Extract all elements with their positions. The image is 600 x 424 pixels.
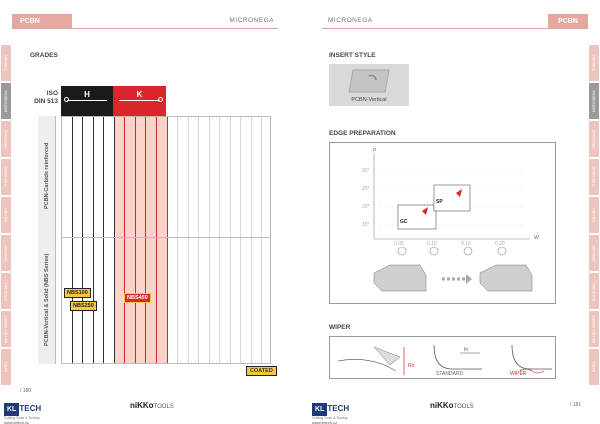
coated-legend: COATED — [246, 366, 277, 376]
side-tab[interactable]: THREADING — [1, 159, 11, 195]
nikko-suffix: TOOLS — [153, 404, 174, 410]
edge-prep-title: EDGE PREPARATION — [329, 130, 396, 137]
grid-line — [114, 117, 115, 363]
side-tab[interactable]: INDEX — [1, 349, 11, 385]
toughness-circle-icon — [64, 97, 69, 102]
row-label-vertical — [38, 236, 56, 364]
grid-line — [240, 117, 241, 363]
wiper-fn-label: fn — [464, 347, 469, 353]
side-tab[interactable]: GROOVING — [589, 121, 599, 157]
insert-style-title: INSERT STYLE — [329, 52, 376, 59]
kl-mark: KL — [312, 403, 327, 416]
wiper-wiper-label: WIPER — [510, 371, 527, 377]
grid-line — [209, 117, 210, 363]
arrow-line — [67, 100, 107, 101]
k-range-band — [114, 117, 167, 363]
grid-line — [72, 117, 73, 363]
side-tab[interactable]: SOLID MILL — [1, 273, 11, 309]
tech-mark: TECH — [327, 404, 350, 413]
edge-box-sp-label: SP — [436, 199, 443, 205]
page-number-left: / 180 — [20, 388, 32, 394]
header-tag-right: PCBN — [548, 14, 588, 29]
side-tab[interactable]: GROOVING — [1, 121, 11, 157]
wiper-title: WIPER — [329, 324, 351, 331]
nikko-logo-left — [130, 401, 174, 410]
header-left — [12, 14, 278, 29]
nikko-brand: niKKo — [130, 401, 154, 410]
grid-line — [251, 117, 252, 363]
iso-label-line2: DIN 513 — [34, 98, 58, 105]
edge-x-tick: 0.10 — [427, 241, 437, 247]
row-divider — [62, 237, 270, 238]
grid-line — [156, 117, 157, 363]
wiper-box — [329, 336, 556, 379]
kltech-logo-left[interactable] — [4, 398, 42, 424]
edge-prep-box — [329, 142, 556, 304]
grid-line — [188, 117, 189, 363]
nikko-brand: niKKo — [430, 401, 454, 410]
edge-y-axis-label: α — [373, 147, 376, 153]
grid-line — [124, 117, 125, 363]
grid-line — [261, 117, 262, 363]
group-k-letter: K — [136, 90, 143, 99]
group-h-header — [61, 86, 113, 110]
grid-line — [135, 117, 136, 363]
grid-line — [145, 117, 146, 363]
grade-nbs100[interactable]: NBS100 — [64, 288, 91, 298]
insert-style-label: PCBN-Vertical — [351, 97, 387, 103]
group-h-letter: H — [84, 90, 90, 99]
header-right — [322, 14, 588, 29]
edge-box-gc-label: GC — [400, 219, 408, 225]
edge-y-tick: 25° — [362, 186, 370, 192]
kltech-tagline: Cutting Tools & Tooling — [312, 416, 348, 420]
edge-y-tick: 20° — [362, 204, 370, 210]
grid-line — [82, 117, 83, 363]
edge-y-tick: 30° — [362, 168, 370, 174]
kltech-logo-right[interactable] — [312, 398, 350, 424]
side-tab[interactable]: MILLING — [1, 197, 11, 233]
grade-chart — [61, 116, 271, 364]
edge-x-tick: 0.15 — [461, 241, 471, 247]
wear-circle-icon — [158, 97, 163, 102]
grade-nbs450[interactable]: NBS450 — [124, 293, 151, 303]
side-tabs-right — [589, 45, 599, 387]
row-label-carbide — [38, 116, 56, 236]
grid-line — [103, 117, 104, 363]
row-label-vertical-text: PCBN-Vertical & Solid (NBS Series) — [44, 253, 50, 347]
group-k-header — [113, 86, 166, 110]
page-number-right: / 181 — [570, 402, 582, 408]
side-tabs-left — [1, 45, 11, 387]
grade-nbs250[interactable]: NBS250 — [70, 301, 97, 311]
iso-label-line1: ISO — [46, 90, 58, 97]
side-tab[interactable]: TURNING — [589, 45, 599, 81]
grades-title: GRADES — [30, 52, 58, 59]
side-tab[interactable]: MILLING INSERT — [589, 311, 599, 347]
nikko-logo-right — [430, 401, 474, 410]
side-tab[interactable]: MILLING INSERT — [1, 311, 11, 347]
side-tab-active[interactable]: MICRONEGA — [1, 83, 11, 119]
grid-line — [177, 117, 178, 363]
tech-mark: TECH — [19, 404, 42, 413]
edge-y-tick: 15° — [362, 222, 370, 228]
side-tab[interactable]: INDEX — [589, 349, 599, 385]
grid-line — [198, 117, 199, 363]
grid-line — [167, 117, 168, 363]
side-tab[interactable]: DRILLING — [1, 235, 11, 271]
insert-icon — [329, 64, 409, 96]
wiper-rz-label: Rz — [408, 363, 415, 369]
wiper-standard-label: STANDARD — [436, 371, 464, 377]
kltech-url: www.kltech.cz — [312, 420, 338, 424]
iso-label — [32, 90, 58, 106]
arrow-line — [119, 100, 160, 101]
side-tab[interactable]: TURNING — [1, 45, 11, 81]
side-tab[interactable]: THREADING — [589, 159, 599, 195]
header-tag-left: PCBN — [12, 14, 72, 29]
grid-line — [93, 117, 94, 363]
kltech-tagline: Cutting Tools & Tooling — [4, 416, 40, 420]
nikko-suffix: TOOLS — [453, 404, 474, 410]
header-title-left: MICRONEGA — [229, 17, 274, 24]
kltech-url: www.kltech.cz — [4, 420, 30, 424]
side-tab-active[interactable]: MICRONEGA — [589, 83, 599, 119]
side-tab[interactable]: DRILLING — [589, 235, 599, 271]
side-tab[interactable]: MILLING — [589, 197, 599, 233]
edge-x-axis-label: W — [534, 235, 539, 241]
edge-x-tick: 0.20 — [495, 241, 505, 247]
header-title-right: MICRONEGA — [328, 17, 373, 24]
grid-line — [230, 117, 231, 363]
kl-mark: KL — [4, 403, 19, 416]
insert-style-box — [329, 64, 409, 106]
grid-line — [219, 117, 220, 363]
edge-x-tick: 0.05 — [394, 241, 404, 247]
row-label-carbide-text: PCBN-Carbide reinforced — [44, 142, 50, 210]
side-tab[interactable]: SOLID MILL — [589, 273, 599, 309]
